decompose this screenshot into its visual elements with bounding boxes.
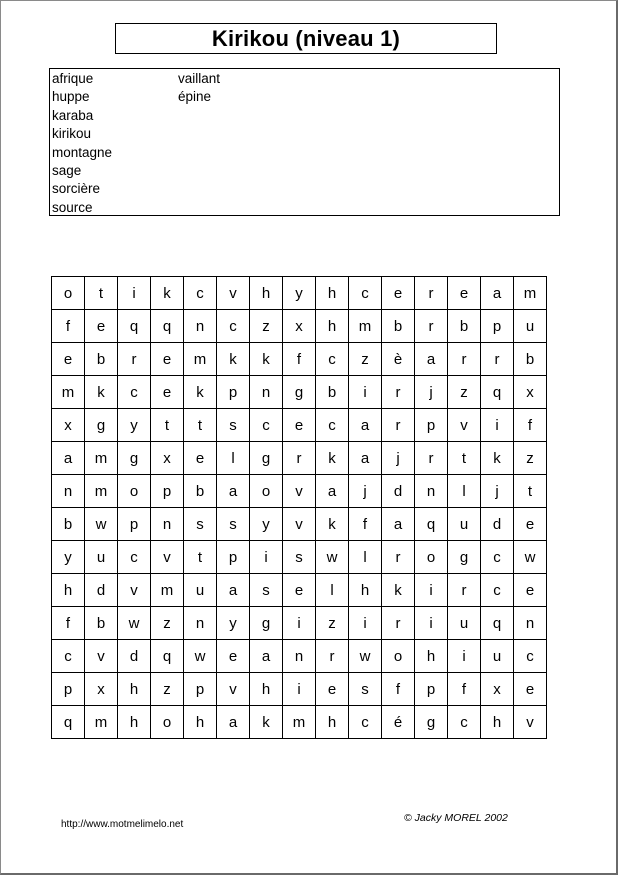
- grid-cell: b: [52, 508, 85, 541]
- grid-cell: j: [415, 376, 448, 409]
- grid-cell: l: [316, 574, 349, 607]
- grid-cell: d: [481, 508, 514, 541]
- grid-cell: m: [85, 475, 118, 508]
- grid-cell: i: [448, 640, 481, 673]
- grid-cell: n: [283, 640, 316, 673]
- grid-cell: o: [118, 475, 151, 508]
- grid-cell: c: [349, 706, 382, 739]
- grid-cell: s: [184, 508, 217, 541]
- grid-cell: a: [52, 442, 85, 475]
- page-title: Kirikou (niveau 1): [211, 25, 401, 51]
- grid-row: [52, 376, 547, 409]
- grid-cell: h: [118, 706, 151, 739]
- grid-cell: v: [283, 508, 316, 541]
- grid-cell: u: [184, 574, 217, 607]
- grid-cell: p: [118, 508, 151, 541]
- word-item: sage: [52, 162, 82, 178]
- grid-cell: c: [118, 376, 151, 409]
- grid-cell: f: [283, 343, 316, 376]
- grid-cell: z: [250, 310, 283, 343]
- grid-cell: é: [382, 706, 415, 739]
- grid-cell: i: [283, 673, 316, 706]
- grid-cell: e: [52, 343, 85, 376]
- grid-cell: e: [151, 343, 184, 376]
- grid-cell: r: [448, 574, 481, 607]
- grid-cell: f: [514, 409, 547, 442]
- grid-cell: x: [151, 442, 184, 475]
- grid-cell: a: [481, 277, 514, 310]
- grid-cell: r: [382, 541, 415, 574]
- grid-cell: t: [85, 277, 118, 310]
- grid-cell: a: [316, 475, 349, 508]
- grid-cell: r: [382, 409, 415, 442]
- grid-cell: j: [349, 475, 382, 508]
- grid-cell: e: [514, 673, 547, 706]
- grid-cell: o: [415, 541, 448, 574]
- grid-cell: k: [217, 343, 250, 376]
- grid-cell: a: [349, 409, 382, 442]
- grid-cell: t: [514, 475, 547, 508]
- grid-cell: n: [184, 310, 217, 343]
- grid-row: [52, 541, 547, 574]
- grid-cell: m: [52, 376, 85, 409]
- grid-cell: a: [250, 640, 283, 673]
- grid-cell: v: [217, 277, 250, 310]
- title-box: [115, 23, 497, 54]
- grid-cell: b: [85, 607, 118, 640]
- grid-cell: b: [316, 376, 349, 409]
- grid-cell: n: [184, 607, 217, 640]
- grid-cell: y: [283, 277, 316, 310]
- grid-cell: w: [316, 541, 349, 574]
- grid-cell: l: [217, 442, 250, 475]
- grid-cell: c: [217, 310, 250, 343]
- grid-cell: b: [85, 343, 118, 376]
- grid-cell: k: [316, 442, 349, 475]
- grid-row: [52, 277, 547, 310]
- grid-cell: è: [382, 343, 415, 376]
- grid-cell: p: [151, 475, 184, 508]
- grid-cell: c: [184, 277, 217, 310]
- grid-cell: s: [250, 574, 283, 607]
- grid-cell: f: [448, 673, 481, 706]
- grid-cell: v: [283, 475, 316, 508]
- footer-copyright: © Jacky MOREL 2002: [404, 812, 508, 824]
- grid-cell: c: [316, 343, 349, 376]
- grid-cell: v: [151, 541, 184, 574]
- grid-cell: m: [184, 343, 217, 376]
- grid-cell: h: [250, 277, 283, 310]
- word-list-column-1: [52, 70, 112, 217]
- grid-cell: c: [349, 277, 382, 310]
- grid-cell: v: [514, 706, 547, 739]
- word-item: vaillant: [178, 71, 221, 86]
- grid-cell: e: [217, 640, 250, 673]
- grid-cell: p: [184, 673, 217, 706]
- grid-cell: x: [283, 310, 316, 343]
- grid-cell: y: [52, 541, 85, 574]
- grid-cell: h: [52, 574, 85, 607]
- grid-cell: e: [85, 310, 118, 343]
- grid-cell: r: [283, 442, 316, 475]
- grid-cell: z: [448, 376, 481, 409]
- grid-cell: o: [52, 277, 85, 310]
- grid-cell: e: [283, 409, 316, 442]
- grid-cell: d: [118, 640, 151, 673]
- grid-cell: i: [415, 607, 448, 640]
- grid-cell: c: [481, 574, 514, 607]
- grid-cell: k: [382, 574, 415, 607]
- grid-cell: b: [448, 310, 481, 343]
- grid-cell: s: [283, 541, 316, 574]
- grid-cell: n: [52, 475, 85, 508]
- grid-cell: x: [514, 376, 547, 409]
- grid-cell: w: [349, 640, 382, 673]
- grid-cell: i: [349, 607, 382, 640]
- grid-cell: r: [415, 277, 448, 310]
- grid-cell: r: [481, 343, 514, 376]
- grid-cell: a: [382, 508, 415, 541]
- grid-cell: n: [415, 475, 448, 508]
- grid-cell: e: [382, 277, 415, 310]
- grid-cell: e: [514, 508, 547, 541]
- grid-cell: j: [481, 475, 514, 508]
- grid-cell: p: [415, 673, 448, 706]
- grid-cell: e: [283, 574, 316, 607]
- grid-cell: i: [250, 541, 283, 574]
- grid-cell: c: [118, 541, 151, 574]
- word-list-column-2: [178, 70, 220, 107]
- grid-cell: s: [349, 673, 382, 706]
- grid-cell: x: [481, 673, 514, 706]
- grid-row: [52, 508, 547, 541]
- word-item: épine: [178, 89, 212, 105]
- word-item: afrique: [52, 71, 94, 86]
- grid-cell: a: [217, 475, 250, 508]
- grid-cell: g: [250, 607, 283, 640]
- grid-cell: c: [250, 409, 283, 442]
- grid-cell: h: [118, 673, 151, 706]
- grid-cell: b: [184, 475, 217, 508]
- grid-cell: q: [415, 508, 448, 541]
- grid-cell: i: [283, 607, 316, 640]
- grid-row: [52, 607, 547, 640]
- grid-cell: f: [52, 310, 85, 343]
- word-item: source: [52, 199, 93, 215]
- grid-cell: l: [349, 541, 382, 574]
- grid-cell: k: [316, 508, 349, 541]
- grid-cell: t: [184, 409, 217, 442]
- grid-cell: k: [481, 442, 514, 475]
- grid-row: [52, 409, 547, 442]
- grid-cell: q: [151, 640, 184, 673]
- grid-cell: q: [118, 310, 151, 343]
- grid-cell: s: [217, 508, 250, 541]
- grid-cell: w: [514, 541, 547, 574]
- grid-cell: a: [349, 442, 382, 475]
- grid-cell: r: [415, 442, 448, 475]
- grid-cell: t: [448, 442, 481, 475]
- grid-cell: u: [85, 541, 118, 574]
- grid-cell: m: [85, 442, 118, 475]
- grid-cell: i: [118, 277, 151, 310]
- grid-cell: h: [316, 706, 349, 739]
- grid-cell: e: [448, 277, 481, 310]
- grid-row: [52, 310, 547, 343]
- grid-cell: h: [481, 706, 514, 739]
- grid-cell: s: [217, 409, 250, 442]
- grid-cell: k: [250, 706, 283, 739]
- grid-cell: r: [316, 640, 349, 673]
- grid-cell: d: [382, 475, 415, 508]
- grid-cell: u: [481, 640, 514, 673]
- grid-cell: z: [151, 607, 184, 640]
- grid-cell: h: [415, 640, 448, 673]
- grid-cell: f: [349, 508, 382, 541]
- grid-cell: y: [217, 607, 250, 640]
- grid-cell: e: [316, 673, 349, 706]
- grid-cell: p: [52, 673, 85, 706]
- grid-cell: n: [151, 508, 184, 541]
- grid-cell: z: [151, 673, 184, 706]
- grid-cell: i: [349, 376, 382, 409]
- grid-cell: d: [85, 574, 118, 607]
- grid-cell: y: [118, 409, 151, 442]
- grid-cell: a: [217, 574, 250, 607]
- grid-cell: l: [448, 475, 481, 508]
- grid-cell: m: [283, 706, 316, 739]
- grid-cell: h: [349, 574, 382, 607]
- grid-cell: p: [217, 541, 250, 574]
- grid-cell: g: [118, 442, 151, 475]
- grid-cell: w: [85, 508, 118, 541]
- grid-cell: m: [514, 277, 547, 310]
- grid-cell: p: [481, 310, 514, 343]
- grid-cell: n: [514, 607, 547, 640]
- grid-row: [52, 706, 547, 739]
- grid-cell: c: [316, 409, 349, 442]
- grid-cell: k: [151, 277, 184, 310]
- grid-cell: r: [382, 376, 415, 409]
- grid-cell: p: [217, 376, 250, 409]
- grid-cell: b: [514, 343, 547, 376]
- grid-cell: e: [514, 574, 547, 607]
- word-item: kirikou: [52, 126, 92, 142]
- grid-cell: c: [481, 541, 514, 574]
- grid-cell: a: [217, 706, 250, 739]
- grid-cell: m: [349, 310, 382, 343]
- grid-cell: g: [85, 409, 118, 442]
- grid-cell: g: [448, 541, 481, 574]
- grid-cell: i: [481, 409, 514, 442]
- grid-cell: i: [415, 574, 448, 607]
- grid-cell: f: [52, 607, 85, 640]
- word-item: karaba: [52, 107, 94, 123]
- grid-cell: a: [415, 343, 448, 376]
- grid-cell: g: [283, 376, 316, 409]
- grid-cell: c: [514, 640, 547, 673]
- grid-cell: u: [514, 310, 547, 343]
- letter-grid: [51, 276, 547, 739]
- grid-cell: u: [448, 607, 481, 640]
- grid-cell: v: [448, 409, 481, 442]
- grid-cell: h: [250, 673, 283, 706]
- grid-cell: f: [382, 673, 415, 706]
- grid-cell: m: [85, 706, 118, 739]
- grid-cell: r: [382, 607, 415, 640]
- grid-cell: o: [382, 640, 415, 673]
- grid-cell: g: [415, 706, 448, 739]
- grid-row: [52, 475, 547, 508]
- grid-row: [52, 574, 547, 607]
- grid-cell: o: [151, 706, 184, 739]
- grid-cell: h: [316, 310, 349, 343]
- grid-cell: t: [184, 541, 217, 574]
- grid-cell: z: [514, 442, 547, 475]
- grid-row: [52, 640, 547, 673]
- grid-cell: j: [382, 442, 415, 475]
- grid-cell: v: [217, 673, 250, 706]
- grid-cell: y: [250, 508, 283, 541]
- grid-cell: z: [316, 607, 349, 640]
- grid-cell: e: [151, 376, 184, 409]
- grid-row: [52, 442, 547, 475]
- word-item: huppe: [52, 89, 90, 105]
- grid-cell: z: [349, 343, 382, 376]
- grid-cell: w: [184, 640, 217, 673]
- grid-cell: o: [250, 475, 283, 508]
- grid-cell: k: [250, 343, 283, 376]
- grid-cell: n: [250, 376, 283, 409]
- grid-cell: r: [448, 343, 481, 376]
- grid-cell: q: [151, 310, 184, 343]
- word-list-box: [49, 68, 560, 216]
- grid-cell: v: [118, 574, 151, 607]
- grid-cell: p: [415, 409, 448, 442]
- word-item: sorcière: [52, 181, 101, 197]
- grid-cell: x: [85, 673, 118, 706]
- grid-cell: t: [151, 409, 184, 442]
- grid-cell: r: [118, 343, 151, 376]
- grid-cell: k: [85, 376, 118, 409]
- grid-cell: q: [52, 706, 85, 739]
- grid-cell: x: [52, 409, 85, 442]
- grid-cell: r: [415, 310, 448, 343]
- grid-cell: g: [250, 442, 283, 475]
- word-item: montagne: [52, 144, 113, 160]
- grid-cell: h: [184, 706, 217, 739]
- grid-cell: k: [184, 376, 217, 409]
- grid-cell: h: [316, 277, 349, 310]
- grid-cell: q: [481, 376, 514, 409]
- grid-cell: q: [481, 607, 514, 640]
- footer-url: http://www.motmelimelo.net: [61, 819, 184, 830]
- grid-cell: c: [52, 640, 85, 673]
- grid-row: [52, 343, 547, 376]
- grid-cell: c: [448, 706, 481, 739]
- grid-cell: e: [184, 442, 217, 475]
- grid-cell: w: [118, 607, 151, 640]
- grid-cell: b: [382, 310, 415, 343]
- grid-cell: v: [85, 640, 118, 673]
- grid-cell: u: [448, 508, 481, 541]
- grid-row: [52, 673, 547, 706]
- grid-cell: m: [151, 574, 184, 607]
